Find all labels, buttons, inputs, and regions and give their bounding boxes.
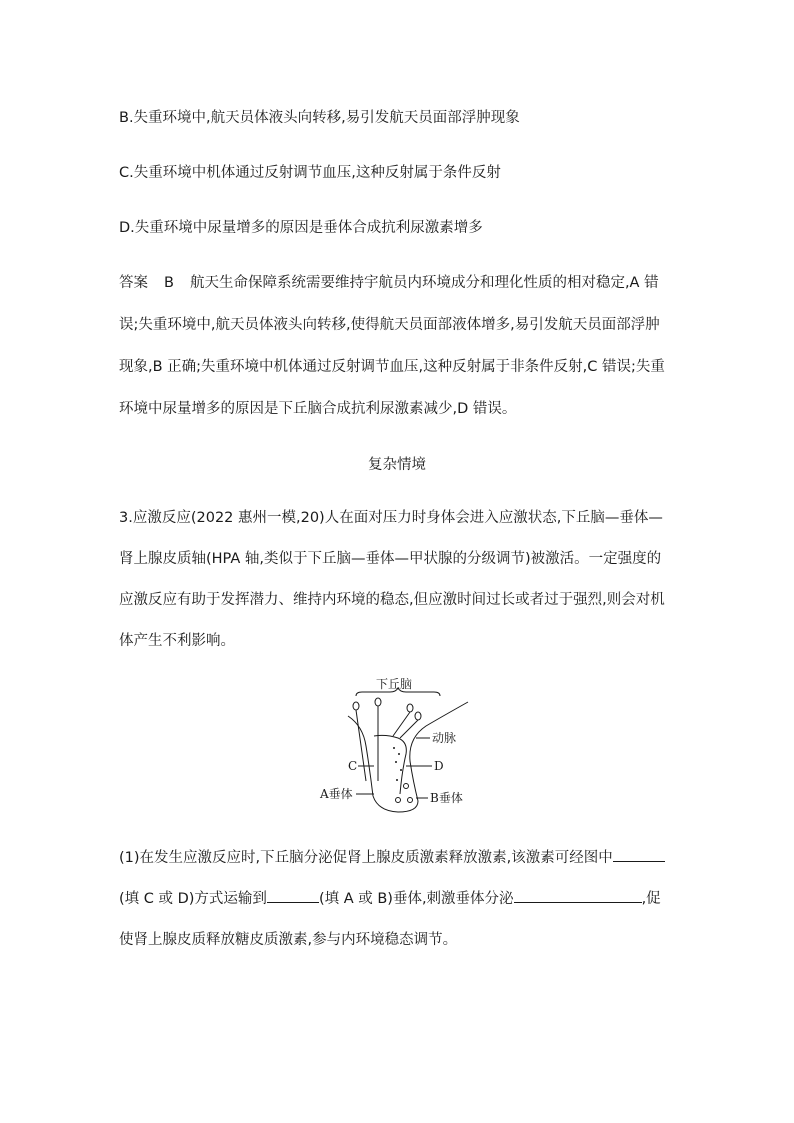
neuron-icon <box>415 712 421 720</box>
portal-vessel <box>374 735 406 794</box>
answer-line-2: 误;失重环境中,航天员体液头向转移,使得航天员面部液体增多,易引发航天员面部浮肿 <box>119 317 660 333</box>
artery-label: 动脉 <box>432 731 457 745</box>
answer-blank-1[interactable] <box>613 847 665 862</box>
axon-line <box>356 710 366 781</box>
answer-line-1 <box>119 273 659 293</box>
subquestion-line-3: 使肾上腺皮质释放糖皮质激素,参与内环境稳态调节。 <box>119 932 458 948</box>
option-c: C.失重环境中机体通过反射调节血压,这种反射属于条件反射 <box>119 165 501 181</box>
subquestion-text-2c: ,促 <box>641 891 661 907</box>
question-line-4: 体产生不利影响。 <box>119 633 235 649</box>
label-d: D <box>434 759 444 773</box>
subquestion-text-2a: (填 C 或 D)方式运输到 <box>119 891 267 907</box>
option-b: B.失重环境中,航天员体液头向转移,易引发航天员面部浮肿现象 <box>119 110 520 126</box>
label-b-pituitary: B垂体 <box>430 791 463 805</box>
cell-icon <box>396 798 401 803</box>
figure-title: 下丘脑 <box>376 677 413 691</box>
cell-icon <box>404 784 409 789</box>
question-line-2: 肾上腺皮质轴(HPA 轴,类似于下丘脑—垂体—甲状腺的分级调节)被激活。一定强度的 <box>119 551 662 567</box>
answer-line-4: 环境中尿量增多的原因是下丘脑合成抗利尿激素减少,D 错误。 <box>119 401 517 417</box>
axon-line <box>393 712 410 736</box>
subquestion-line-2 <box>119 888 661 909</box>
answer-line-3: 现象,B 正确;失重环境中机体通过反射调节血压,这种反射属于非条件反射,C 错误;失重 <box>119 359 665 375</box>
section-title: 复杂情境 <box>368 457 426 473</box>
subquestion-text-2b: (填 A 或 B)垂体,刺激垂体分泌 <box>318 891 514 907</box>
left-outline <box>348 716 373 796</box>
answer-blank-3[interactable] <box>514 888 642 903</box>
neuron-icon <box>353 702 359 710</box>
label-c: C <box>348 759 358 773</box>
hypothalamus-pituitary-figure <box>318 676 480 816</box>
subquestion-text-1: (1)在发生应激反应时,下丘脑分泌促肾上腺皮质激素释放激素,该激素可经图中 <box>119 850 613 866</box>
dot-icon <box>400 769 402 771</box>
answer-label: 答案 <box>119 275 148 291</box>
subquestion-line-1 <box>119 847 665 868</box>
option-d: D.失重环境中尿量增多的原因是垂体合成抗利尿激素增多 <box>119 220 483 236</box>
dot-icon <box>393 747 395 749</box>
answer-blank-2[interactable] <box>267 888 319 903</box>
question-line-1: 3.应激反应(2022 惠州一模,20)人在面对压力时身体会进入应激状态,下丘脑—垂体— <box>119 510 663 526</box>
neuron-icon <box>375 698 381 706</box>
cell-icon <box>408 798 413 803</box>
dot-icon <box>395 761 397 763</box>
label-a-pituitary: A垂体 <box>320 787 353 801</box>
question-line-3: 应激反应有助于发挥潜力、维持内环境的稳态,但应激时间过长或者过于强烈,则会对机 <box>119 592 665 608</box>
answer-text-1: 航天生命保障系统需要维持宇航员内环境成分和理化性质的相对稳定,A 错 <box>189 275 659 291</box>
dot-icon <box>398 753 400 755</box>
neuron-icon <box>407 704 413 712</box>
right-outline <box>410 702 468 801</box>
answer-choice: B <box>164 275 174 291</box>
dot-icon <box>396 779 398 781</box>
